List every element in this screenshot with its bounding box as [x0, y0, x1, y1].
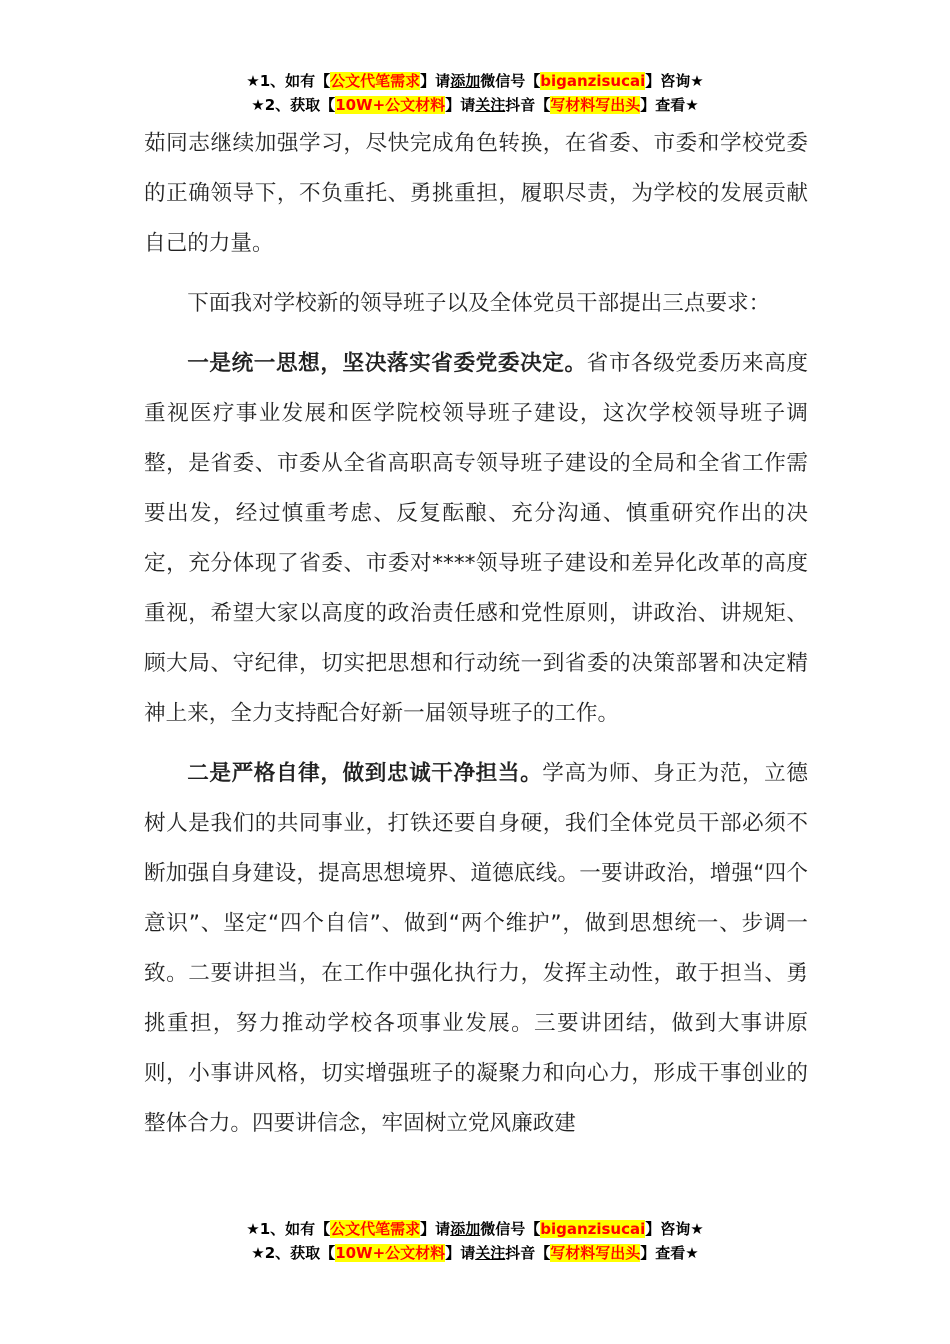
banner-highlight: 10W+公文材料: [335, 96, 446, 114]
paragraph-4-body: 学高为师、身正为范，立德树人是我们的共同事业，打铁还要自身硬，我们全体党员干部必须不断加强自身建设，提高思想境界、道德底线。一要讲政治，增强“四个意识”、坚定“四个自信”、做到“两个维护”，做到思想统一、步调一致。二要讲担当，在工作中强化执行力，发挥主动性，敢于担当、勇挑重担，努力推动学校各项事业发展。三要讲团结，做到大事讲原则，小事讲风格，切实增强班子的凝聚力和向心力，形成干事创业的整体合力。四要讲信念，牢固树立党风廉政建: [144, 761, 808, 1136]
banner-highlight: 写材料写出头: [550, 1244, 641, 1262]
paragraph-3: [144, 339, 808, 739]
banner-underline: 添加: [450, 1220, 481, 1238]
banner-text: 】请: [445, 96, 476, 114]
banner-text: 抖音【: [505, 1244, 551, 1262]
paragraph-3-body: 省市各级党委历来高度重视医疗事业发展和医学院校领导班子建设，这次学校领导班子调整，是省委、市委从全省高职高专领导班子建设的全局和全省工作需要出发，经过慎重考虑、反复酝酿、充分沟通、慎重研究作出的决定，充分体现了省委、市委对****领导班子建设和差异化改革的高度重视，希望大家以高度的政治责任感和党性原则，讲政治、讲规矩、顾大局、守纪律，切实把思想和行动统一到省委的决策部署和决定精神上来，全力支持配合好新一届领导班子的工作。: [144, 351, 808, 726]
banner-text: 】请: [420, 72, 451, 90]
banner-text: 微信号【: [480, 1220, 541, 1238]
banner-line-1: [0, 69, 950, 93]
paragraph-1: 茹同志继续加强学习，尽快完成角色转换，在省委、市委和学校党委的正确领导下，不负重托、勇挑重担，履职尽责，为学校的发展贡献自己的力量。: [144, 131, 808, 256]
banner-text: 】请: [420, 1220, 451, 1238]
banner-text: 抖音【: [505, 96, 551, 114]
paragraph-4: [144, 749, 808, 1149]
header-banner: [0, 69, 950, 117]
banner-line-2: [0, 1241, 950, 1265]
banner-text: 】咨询★: [645, 72, 704, 90]
banner-text: ★1、如有【: [246, 1220, 331, 1238]
banner-underline: 关注: [475, 96, 506, 114]
banner-text: 】咨询★: [645, 1220, 704, 1238]
banner-highlight: 写材料写出头: [550, 96, 641, 114]
banner-highlight: 公文代笔需求: [330, 72, 421, 90]
banner-underline: 关注: [475, 1244, 506, 1262]
banner-highlight: biganzisucai: [540, 72, 646, 90]
banner-line-2: [0, 93, 950, 117]
banner-underline: 添加: [450, 72, 481, 90]
footer-banner: [0, 1217, 950, 1265]
paragraph-3-lead: 一是统一思想，坚决落实省委党委决定。: [187, 351, 587, 376]
banner-line-1: [0, 1217, 950, 1241]
banner-text: ★2、获取【: [251, 1244, 336, 1262]
banner-highlight: biganzisucai: [540, 1220, 646, 1238]
banner-text: ★2、获取【: [251, 96, 336, 114]
banner-highlight: 10W+公文材料: [335, 1244, 446, 1262]
banner-highlight: 公文代笔需求: [330, 1220, 421, 1238]
banner-text: ★1、如有【: [246, 72, 331, 90]
paragraph-2: 下面我对学校新的领导班子以及全体党员干部提出三点要求：: [187, 291, 771, 316]
banner-text: 】请: [445, 1244, 476, 1262]
banner-text: 微信号【: [480, 72, 541, 90]
document-body: [144, 119, 808, 1149]
banner-text: 】查看★: [640, 1244, 699, 1262]
banner-text: 】查看★: [640, 96, 699, 114]
paragraph-4-lead: 二是严格自律，做到忠诚干净担当。: [187, 761, 543, 786]
